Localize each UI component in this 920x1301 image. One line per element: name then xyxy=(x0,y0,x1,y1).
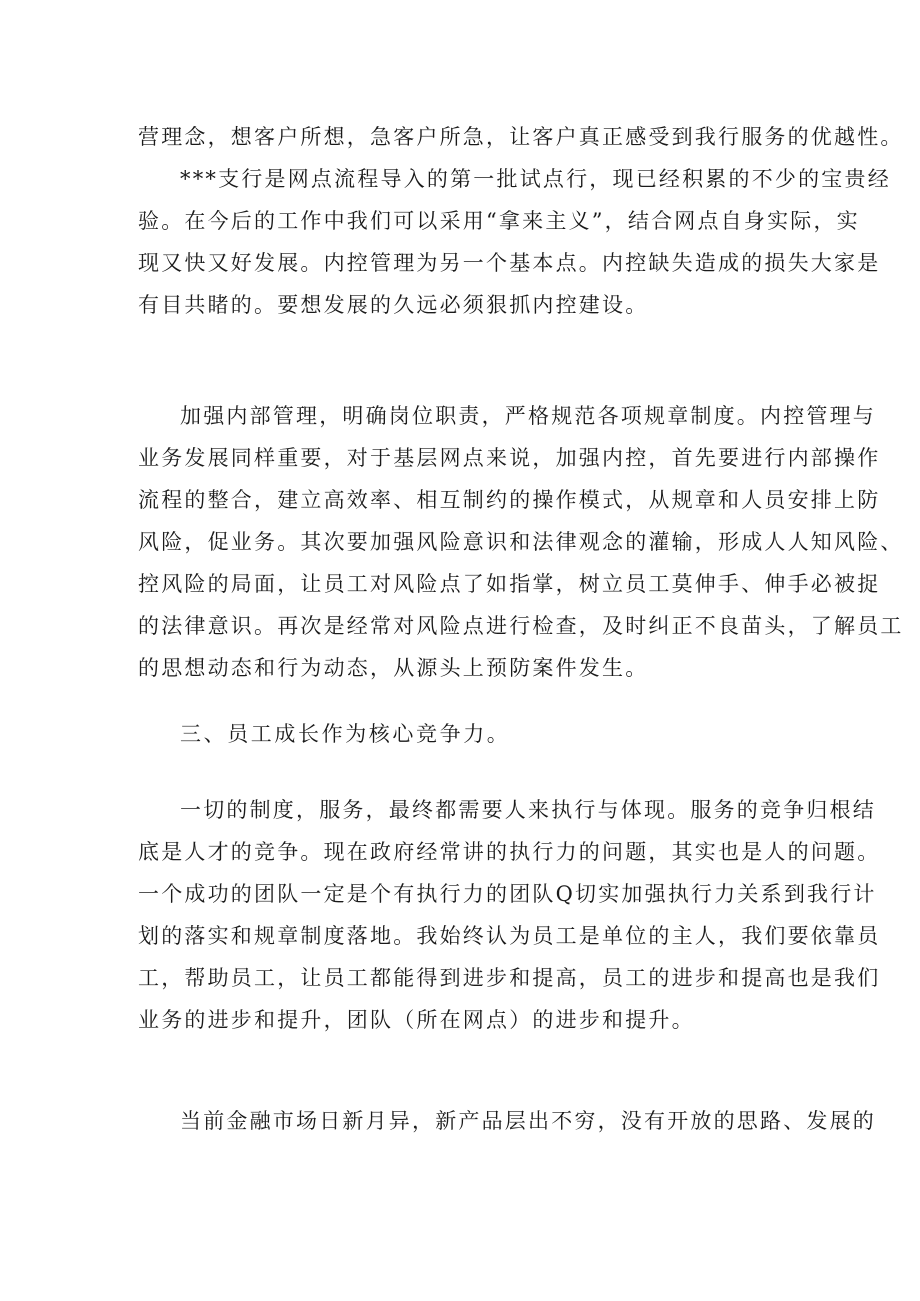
paragraph-2-line-3: 风险，促业务。其次要加强风险意识和法律观念的灌输，形成人人知风险、 xyxy=(138,530,904,554)
paragraph-4-line-0: 一切的制度，服务，最终都需要人来执行与体现。服务的竞争归根结 xyxy=(180,798,876,822)
paragraph-4-line-3: 划的落实和规章制度落地。我始终认为员工是单位的主人，我们要依靠员 xyxy=(138,924,881,948)
paragraph-0-line-0: 营理念，想客户所想，急客户所急，让客户真正感受到我行服务的优越性。 xyxy=(138,125,904,149)
paragraph-4-line-1: 底是人才的竞争。现在政府经常讲的执行力的问题，其实也是人的问题。 xyxy=(138,840,881,864)
section-heading: 三、员工成长作为核心竞争力。 xyxy=(180,722,511,746)
paragraph-2-line-0: 加强内部管理，明确岗位职责，严格规范各项规章制度。内控管理与 xyxy=(180,404,876,428)
paragraph-1-line-1: 验。在今后的工作中我们可以采用“拿来主义”，结合网点自身实际，实 xyxy=(138,209,860,233)
paragraph-4-line-4: 工，帮助员工，让员工都能得到进步和提高，员工的进步和提高也是我们 xyxy=(138,966,881,990)
paragraph-1-line-3: 有目共睹的。要想发展的久远必须狠抓内控建设。 xyxy=(138,293,649,317)
paragraph-5-line-0: 当前金融市场日新月异，新产品层出不穷，没有开放的思路、发展的 xyxy=(180,1109,876,1133)
paragraph-4-line-2: 一个成功的团队一定是个有执行力的团队Q切实加强执行力关系到我行计 xyxy=(138,882,877,906)
paragraph-2-line-5: 的法律意识。再次是经常对风险点进行检查，及时纠正不良苗头，了解员工 xyxy=(138,614,904,638)
paragraph-4-line-5: 业务的进步和提升，团队（所在网点）的进步和提升。 xyxy=(138,1008,695,1032)
paragraph-2-line-4: 控风险的局面，让员工对风险点了如指掌，树立员工莫伸手、伸手必被捉 xyxy=(138,572,881,596)
paragraph-2-line-1: 业务发展同样重要，对于基层网点来说，加强内控，首先要进行内部操作 xyxy=(138,446,881,470)
paragraph-1-line-2: 现又快又好发展。内控管理为另一个基本点。内控缺失造成的损失大家是 xyxy=(138,251,881,275)
paragraph-1-line-0: ***支行是网点流程导入的第一批试点行，现已经积累的不少的宝贵经 xyxy=(180,167,891,191)
paragraph-2-line-6: 的思想动态和行为动态，从源头上预防案件发生。 xyxy=(138,656,649,680)
paragraph-2-line-2: 流程的整合，建立高效率、相互制约的操作模式，从规章和人员安排上防 xyxy=(138,488,881,512)
